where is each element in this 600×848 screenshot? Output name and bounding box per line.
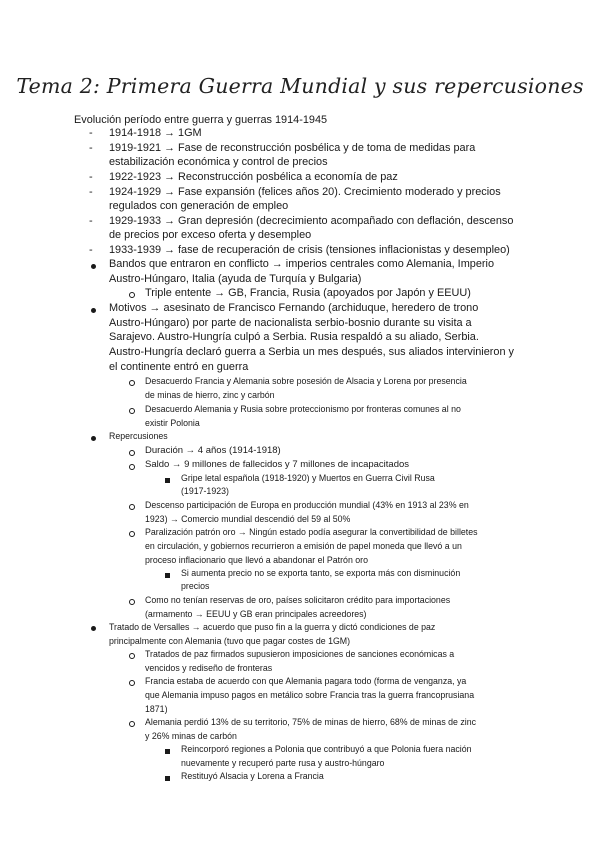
period-line: 1933-1939 → fase de recuperación de crisis (tensiones inflacionistas y desempleo)	[109, 244, 510, 256]
repercusiones-sub-line: Si aumenta precio no se exporta tanto, se exporta más con disminución	[181, 568, 461, 578]
bullet-circle	[129, 450, 135, 456]
dash-marker: -	[89, 215, 93, 227]
bandos-line: Austro-Húngaro, Italia (ayuda de Turquía y Bulgaria)	[109, 273, 362, 285]
period-line: 1922-1923 → Reconstrucción posbélica a economía de paz	[109, 171, 398, 183]
versalles-sub-line: que Alemania impuso pagos en metálico sobre Francia tras la guerra francoprusiana	[145, 690, 475, 700]
versalles-item-line: Restituyó Alsacia y Lorena a Francia	[181, 771, 324, 781]
period-line: 1929-1933 → Gran depresión (decrecimiento acompañado con deflación, descenso	[109, 215, 514, 227]
motivos-sub-line: existir Polonia	[145, 418, 200, 428]
bandos-line: Bandos que entraron en conflicto → imperios centrales como Alemania, Imperio	[109, 258, 495, 270]
motivos-line: Sarajevo. Austro-Hungría culpó a Serbia. Rusia respaldó a su aliado, Serbia.	[109, 331, 479, 343]
bullet-circle	[129, 599, 135, 605]
repercusiones-line: 1923) → Comercio mundial descendió del 59 al 50%	[145, 514, 351, 524]
bullet-circle	[129, 292, 135, 298]
period-line: estabilización económica y control de precios	[109, 156, 328, 168]
period-line: 1919-1921 → Fase de reconstrucción posbélica y de toma de medidas para	[109, 142, 476, 154]
period-line: 1924-1929 → Fase expansión (felices años 20). Crecimiento moderado y precios	[109, 186, 501, 198]
dash-marker: -	[89, 142, 93, 154]
motivos-sub-line: Desacuerdo Alemania y Rusia sobre proteccionismo por fronteras comunes al no	[145, 404, 461, 414]
bullet-circle	[129, 721, 135, 727]
dash-marker: -	[89, 171, 93, 183]
repercusiones-line: proceso inflacionario que llevó a abandonar el Patrón oro	[145, 555, 369, 565]
dash-marker: -	[89, 127, 93, 139]
bullet-circle	[129, 464, 135, 470]
period-line: 1914-1918 → 1GM	[109, 127, 202, 139]
bullet-circle	[129, 380, 135, 386]
repercusiones-heading: Repercusiones	[109, 431, 168, 441]
bullet-square	[165, 749, 170, 754]
bullet-square	[165, 573, 170, 578]
motivos-line: Austro-Hungría declaró guerra a Serbia un mes después, sus aliados intervinieron y	[109, 346, 514, 358]
intro-text: Evolución período entre guerra y guerras 1914-1945	[74, 114, 328, 126]
repercusiones-sub-line: (1917-1923)	[181, 486, 229, 496]
repercusiones-sub-line: Gripe letal española (1918-1920) y Muertos en Guerra Civil Rusa	[181, 473, 435, 483]
versalles-item-line: nuevamente y recuperó parte rusa y austro-húngaro	[181, 758, 385, 768]
repercusiones-sub-line: precios	[181, 581, 210, 591]
bullet-circle	[129, 531, 135, 537]
versalles-sub-line: Tratados de paz firmados supusieron imposiciones de sanciones económicas a	[145, 649, 455, 659]
page-title: Tema 2: Primera Guerra Mundial y sus repercusiones	[16, 74, 584, 98]
dash-marker: -	[89, 244, 93, 256]
versalles-sub-line: y 26% minas de carbón	[145, 731, 237, 741]
versalles-line: Tratado de Versalles → acuerdo que puso fin a la guerra y dictó condiciones de paz	[109, 622, 436, 632]
versalles-sub-line: vencidos y rediseño de fronteras	[145, 663, 273, 673]
versalles-item-line: Reincorporó regiones a Polonia que contribuyó a que Polonia fuera nación	[181, 744, 472, 754]
bullet-dot	[91, 308, 96, 313]
versalles-line: principalmente con Alemania (tuvo que pagar costes de 1GM)	[109, 636, 351, 646]
bullet-square	[165, 478, 170, 483]
repercusiones-line: Paralización patrón oro → Ningún estado podía asegurar la convertibilidad de billetes	[145, 527, 478, 537]
repercusiones-line: Descenso participación de Europa en producción mundial (43% en 1913 al 23% en	[145, 500, 469, 510]
repercusiones-line: en circulación, y gobiernos recurrieron a emisión de papel moneda que llevó a un	[145, 541, 462, 551]
bullet-circle	[129, 680, 135, 686]
bullet-circle	[129, 653, 135, 659]
motivos-line: Austro-Húngaro) por parte de nacionalista serbio-bosnio durante su visita a	[109, 317, 472, 329]
versalles-sub-line: Francia estaba de acuerdo con que Alemania pagara todo (forma de venganza, ya	[145, 676, 467, 686]
bandos-sub-line: Triple entente → GB, Francia, Rusia (apoyados por Japón y EEUU)	[145, 287, 471, 299]
versalles-sub-line: Alemania perdió 13% de su territorio, 75% de minas de hierro, 68% de minas de zinc	[145, 717, 477, 727]
versalles-sub-line: 1871)	[145, 704, 168, 714]
period-line: regulados con generación de empleo	[109, 200, 289, 212]
repercusiones-line: Saldo → 9 millones de fallecidos y 7 millones de incapacitados	[145, 459, 410, 470]
bullet-dot	[91, 264, 96, 269]
motivos-sub-line: de minas de hierro, zinc y carbón	[145, 390, 275, 400]
dash-marker: -	[89, 186, 93, 198]
bullet-circle	[129, 504, 135, 510]
repercusiones-line: Duración → 4 años (1914-1918)	[145, 445, 281, 456]
repercusiones-line: Como no tenían reservas de oro, países solicitaron crédito para importaciones	[145, 595, 451, 605]
bullet-square	[165, 776, 170, 781]
bullet-dot	[91, 626, 96, 631]
bullet-dot	[91, 436, 96, 441]
motivos-line: el continente entró en guerra	[109, 361, 249, 373]
repercusiones-line: (armamento → EEUU y GB eran principales acreedores)	[145, 609, 367, 619]
motivos-line: Motivos → asesinato de Francisco Fernando (archiduque, heredero de trono	[109, 302, 479, 314]
bullet-circle	[129, 408, 135, 414]
period-line: de precios por exceso oferta y desempleo	[109, 229, 312, 241]
motivos-sub-line: Desacuerdo Francia y Alemania sobre posesión de Alsacia y Lorena por presencia	[145, 376, 467, 386]
